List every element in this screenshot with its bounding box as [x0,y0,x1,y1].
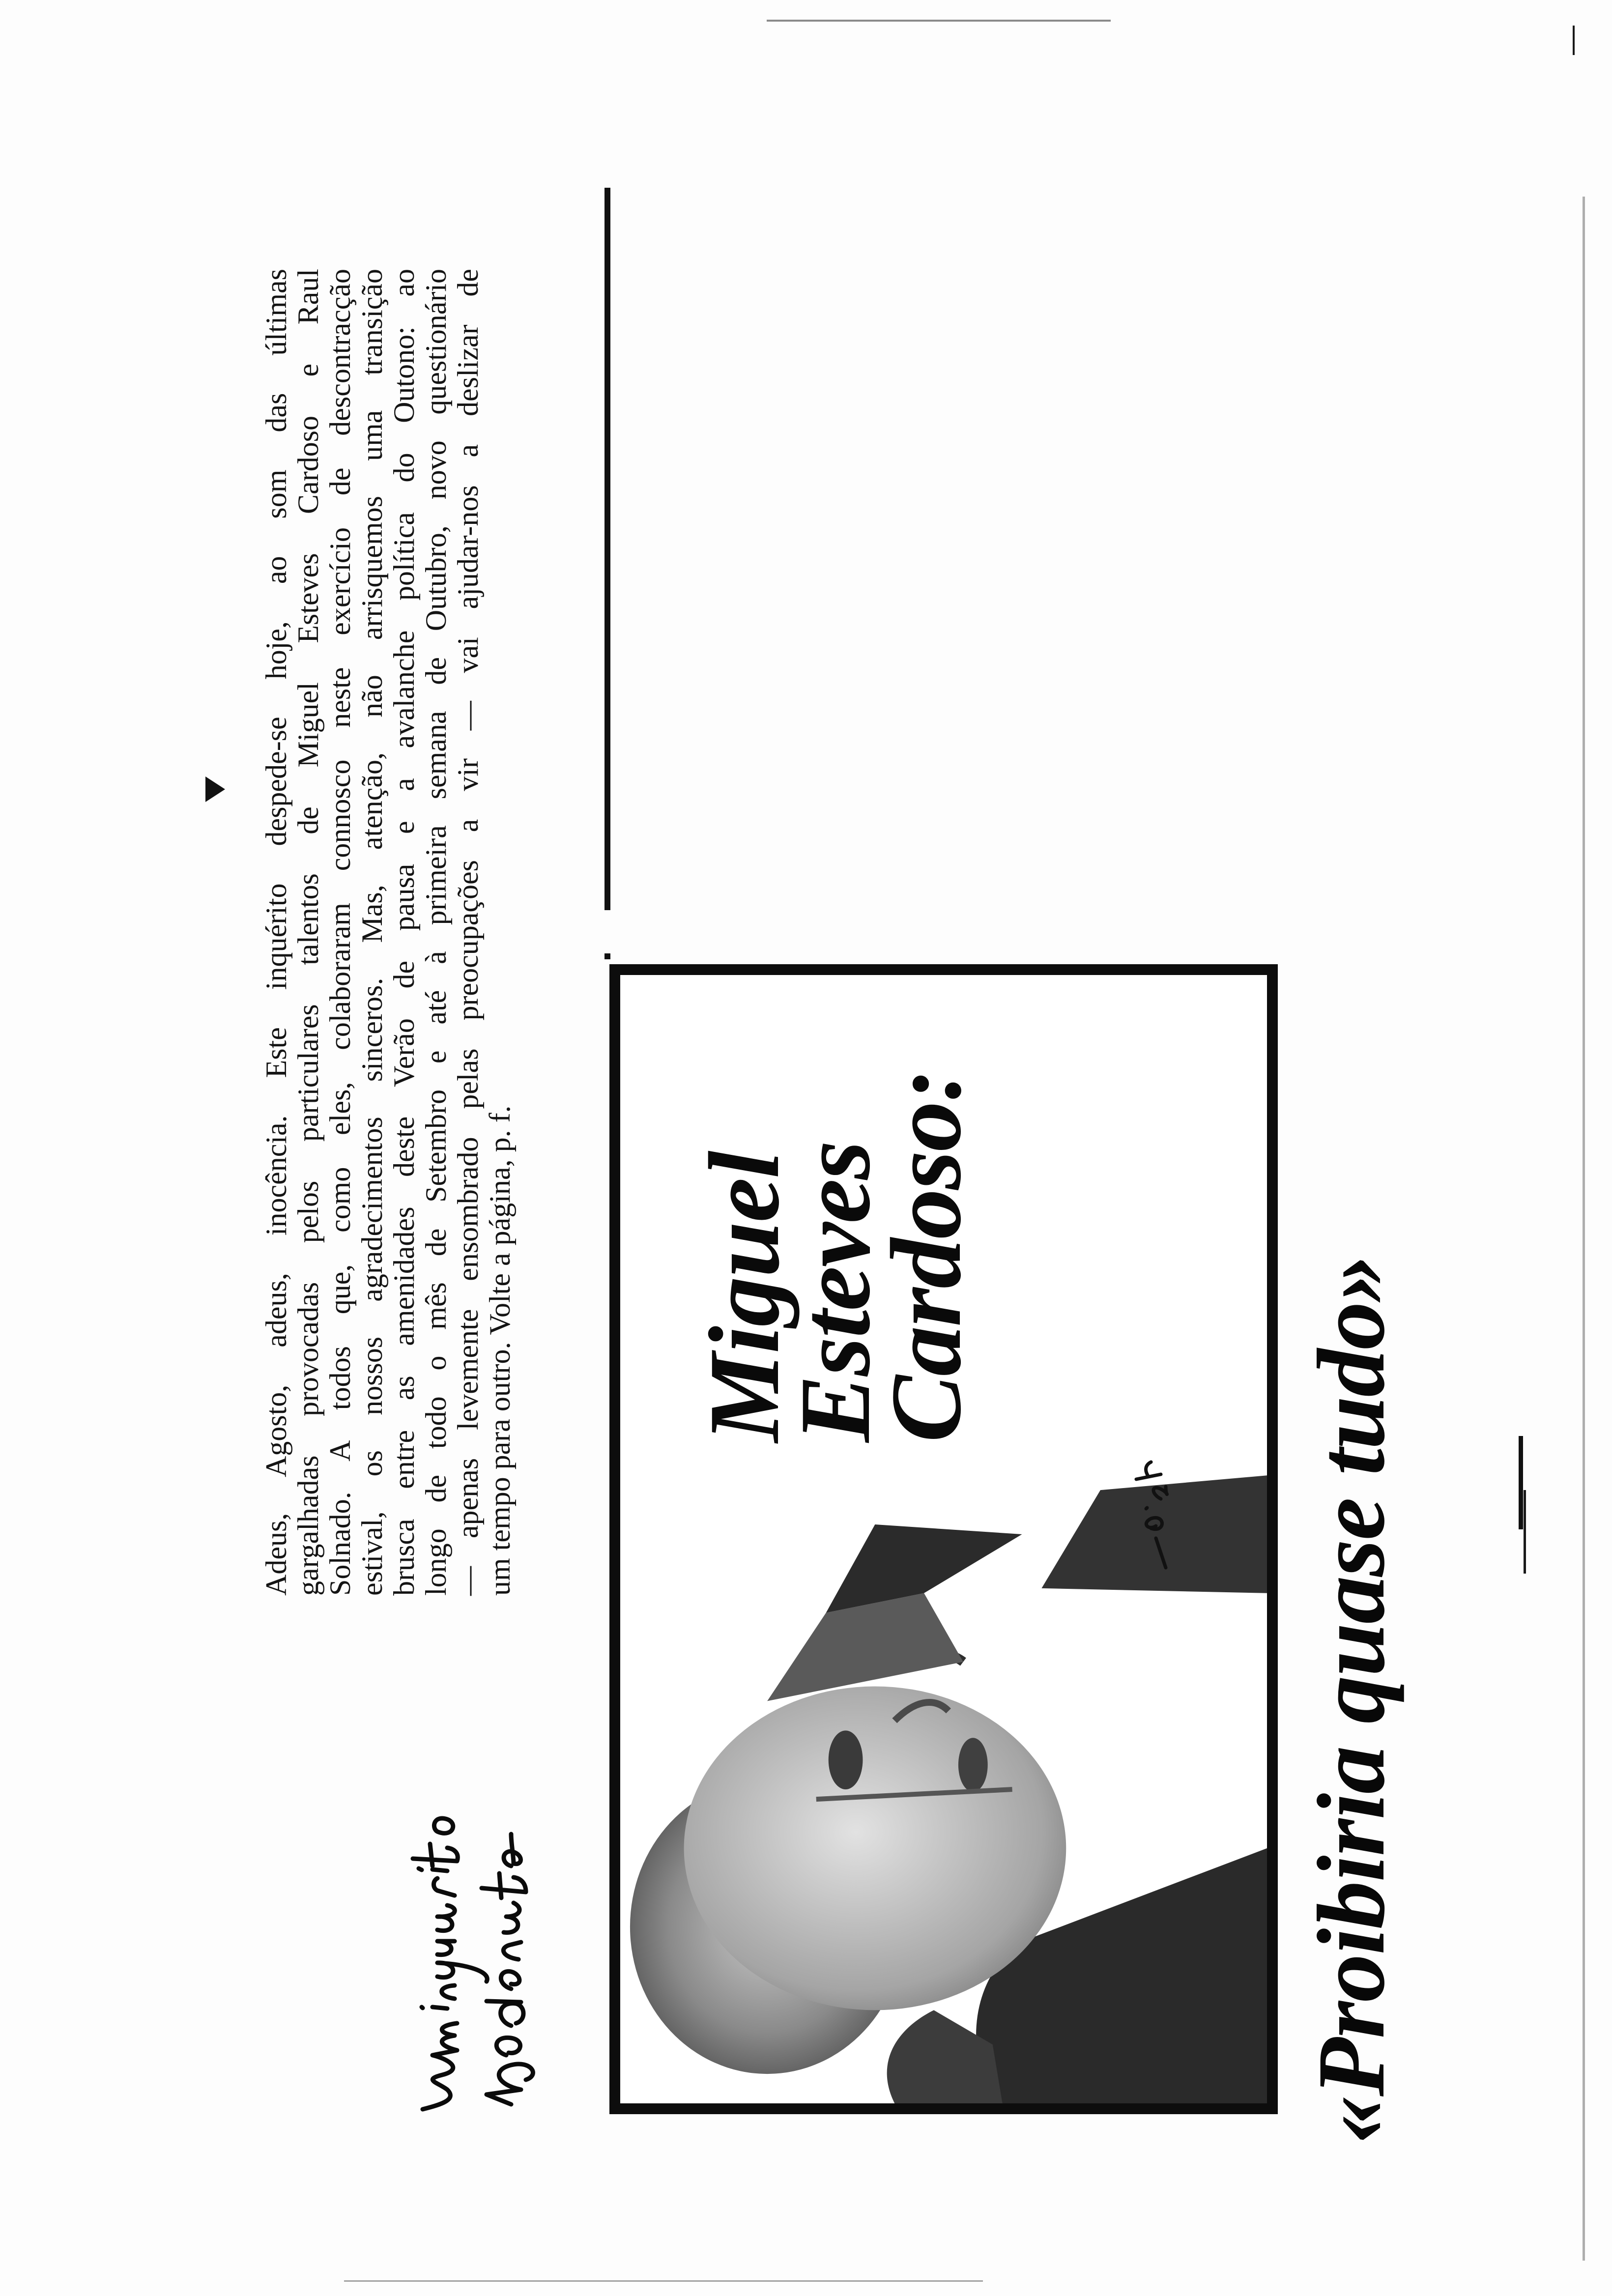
intro-line: longo de todo o mês de Setembro e até à primeira semana de Outubro, novo questionário [420,269,452,1596]
intro-line: brusca entre as amenidades deste Verão de pausa e a avalanche política do Outono: ao [388,269,420,1596]
name-line: Cardoso: [870,1069,982,1442]
intro-line: Adeus, Agosto, adeus, inocência. Este inquérito despede-se hoje, ao som das últimas [260,269,292,1596]
scan-edge [767,20,1111,22]
triangle-marker [205,776,225,802]
scan-mark [1524,1490,1526,1574]
scan-mark [1573,26,1575,55]
intro-line: Solnado. A todos que, como eles, colaboraram connosco neste exercício de descontracção [324,269,356,1596]
column-rule-bottom [604,953,610,959]
intro-line: estival, os nossos agradecimentos sinceros. Mas, atenção, não arrisquemos uma transição [356,269,388,1596]
name-line: Miguel [689,1151,800,1442]
scan-edge [1583,197,1585,2261]
column-rule-top [604,188,610,910]
scan-edge [344,2280,983,2282]
handwritten-note [1122,1460,1180,1573]
photo-frame [609,964,1278,2114]
column-rule-right [1519,1436,1523,1529]
intro-line: gargalhadas provocadas pelos particulares talentos de Miguel Esteves Cardoso e Raul [292,269,324,1596]
handwritten-series-title [364,1785,570,2119]
interviewee-name [689,1069,982,1442]
name-line: Esteves [779,1141,891,1442]
intro-line: um tempo para outro. Volte a página, p. f. [484,1105,516,1596]
intro-paragraph [260,269,516,1596]
headline-quote: «Proibiria quase tudo» [1298,1255,1405,2144]
intro-line: — apenas levemente ensombrado pelas preocupações a vir — vai ajudar-nos a deslizar de [452,269,484,1596]
